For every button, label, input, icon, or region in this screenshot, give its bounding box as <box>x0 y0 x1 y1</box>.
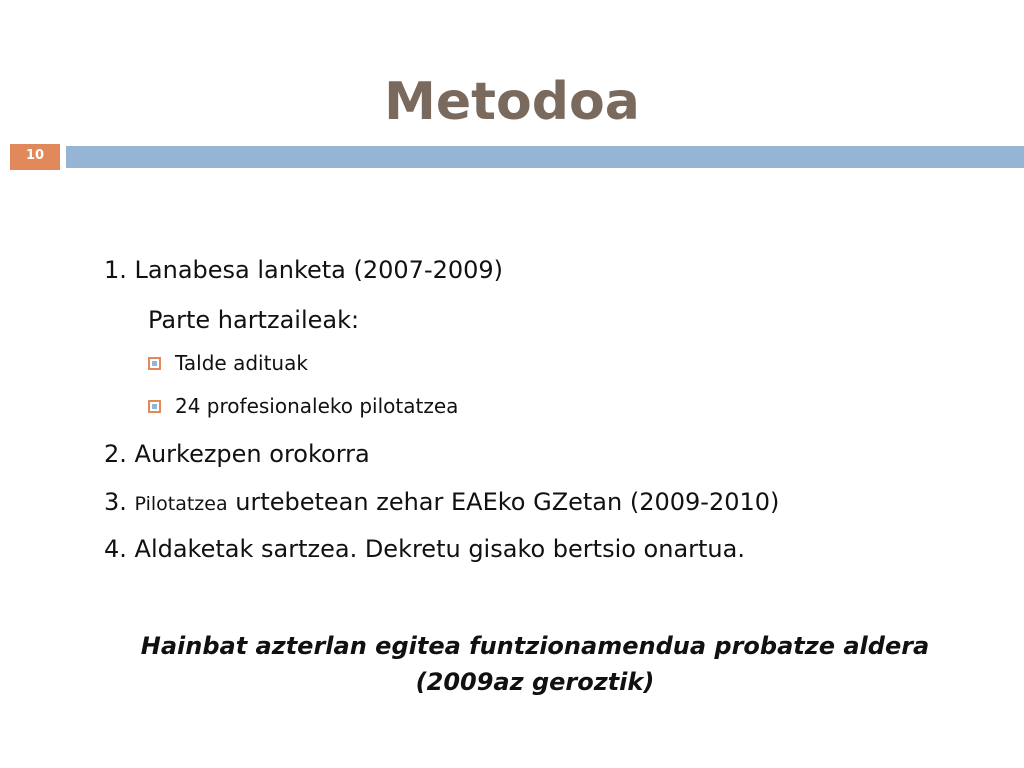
square-bullet-icon <box>148 400 161 413</box>
slide-title: Metodoa <box>384 72 640 132</box>
bullet-text: 24 profesionaleko pilotatzea <box>175 394 459 418</box>
list-item-3-small: Pilotatzea <box>134 493 228 515</box>
conclusion-text <box>100 628 970 700</box>
square-bullet-icon <box>148 357 161 370</box>
list-item-3-number: 3. <box>104 488 135 516</box>
conclusion-line-1: Hainbat azterlan egitea funtzionamendua probatze aldera <box>140 632 930 660</box>
participants-label: Parte hartzaileak: <box>148 306 360 334</box>
conclusion-line-2: (2009az geroztik) <box>415 668 655 696</box>
list-item-2: 2. Aurkezpen orokorra <box>104 440 370 468</box>
bullet-item <box>148 394 458 418</box>
bullet-item <box>148 351 308 375</box>
bullet-text: Talde adituak <box>175 351 308 375</box>
list-item-1: 1. Lanabesa lanketa (2007-2009) <box>104 256 504 284</box>
list-item-4: 4. Aldaketak sartzea. Dekretu gisako bertsio onartua. <box>104 535 745 563</box>
list-item-3-rest: urtebetean zehar EAEko GZetan (2009-2010) <box>227 488 780 516</box>
list-item-3 <box>104 488 779 516</box>
slide-number-badge: 10 <box>10 144 60 170</box>
